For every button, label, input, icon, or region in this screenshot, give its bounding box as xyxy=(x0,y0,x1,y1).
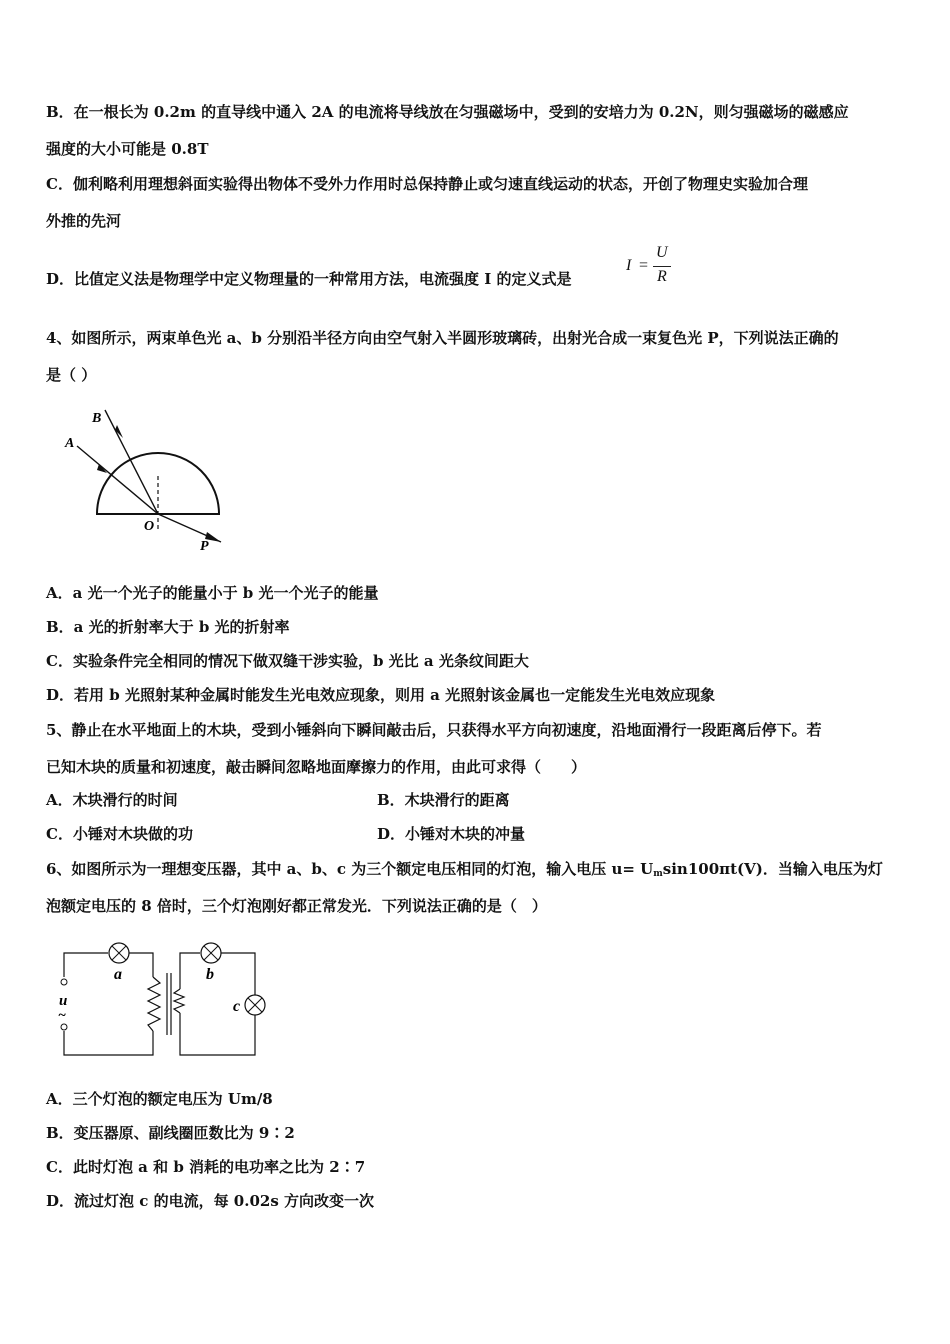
q6-stem-line2: 泡额定电压的 8 倍时，三个灯泡刚好都正常发光．下列说法正确的是（ ） xyxy=(46,897,547,915)
formula-denominator: R xyxy=(657,268,667,285)
primary-wire-bottom xyxy=(64,1031,153,1055)
q5-stem-line1: 5、静止在水平地面上的木块，受到小锤斜向下瞬间敲击后，只获得水平方向初速度，沿地面滑行一段距离后停下。若 xyxy=(46,721,822,739)
q5-stem-line2: 已知木块的质量和初速度，敲击瞬间忽略地面摩擦力的作用，由此可求得（ ） xyxy=(46,758,587,776)
q6-stem-line1 xyxy=(46,859,883,884)
q3-option-c-line1: C．伽利略利用理想斜面实验得出物体不受外力作用时总保持静止或匀速直线运动的状态，开创了物理史实验加合理 xyxy=(46,175,808,193)
q4-stem-line1: 4、如图所示，两束单色光 a、b 分别沿半径方向由空气射入半圆形玻璃砖，出射光合成一束复色光 P，下列说法正确的 xyxy=(46,329,839,347)
q6-option-b: B．变压器原、副线圈匝数比为 9∶2 xyxy=(46,1124,295,1142)
current-definition-formula xyxy=(626,244,672,290)
label-lamp-c: c xyxy=(233,998,241,1015)
q3-option-b-line1: B．在一根长为 0.2m 的直导线中通入 2A 的电流将导线放在匀强磁场中，受到的安培力为 0.2N，则匀强磁场的磁感应 xyxy=(46,103,849,121)
secondary-wire xyxy=(180,953,200,989)
q4-stem-line2: 是（ ） xyxy=(46,366,97,384)
q6-option-a: A．三个灯泡的额定电压为 Um/8 xyxy=(46,1090,273,1108)
q4-option-b: B．a 光的折射率大于 b 光的折射率 xyxy=(46,618,290,636)
semicircle-glass-figure xyxy=(55,400,240,560)
q5-option-d: D．小锤对木块的冲量 xyxy=(377,825,526,843)
q6-stem-line1-b: sin100πt(V)．当输入电压为灯 xyxy=(662,860,883,878)
q4-option-a: A．a 光一个光子的能量小于 b 光一个光子的能量 xyxy=(46,584,379,602)
ray-a xyxy=(77,446,158,514)
ray-b xyxy=(105,410,158,514)
formula-lhs: I xyxy=(626,257,632,274)
q5-option-a: A．木块滑行的时间 xyxy=(46,791,178,809)
primary-wire xyxy=(64,953,108,977)
q5-option-c: C．小锤对木块做的功 xyxy=(46,825,193,843)
label-u: u xyxy=(59,993,68,1009)
label-lamp-a: a xyxy=(114,966,122,983)
label-lamp-b: b xyxy=(206,966,214,983)
primary-wire-top-right xyxy=(129,953,153,977)
secondary-coil xyxy=(174,989,184,1013)
label-ac-tilde: ~ xyxy=(58,1008,66,1023)
label-p: P xyxy=(200,539,209,554)
q3-option-c-line2: 外推的先河 xyxy=(46,212,122,230)
label-o: O xyxy=(144,519,155,534)
label-b: B xyxy=(92,411,102,426)
q6-stem-line1-a: 6、如图所示为一理想变压器，其中 a、b、c 为三个额定电压相同的灯泡，输入电压 u= U xyxy=(46,860,654,878)
q6-stem-subscript: m xyxy=(653,869,663,879)
q6-option-c: C．此时灯泡 a 和 b 消耗的电功率之比为 2∶7 xyxy=(46,1158,366,1176)
q4-option-d: D．若用 b 光照射某种金属时能发生光电效应现象，则用 a 光照射该金属也一定能发生光电效应现象 xyxy=(46,686,716,704)
formula-fraction-bar xyxy=(653,266,671,267)
q3-option-d: D．比值定义法是物理学中定义物理量的一种常用方法，电流强度 I 的定义式是 xyxy=(46,270,572,288)
input-terminal-top xyxy=(61,979,67,985)
q5-option-b: B．木块滑行的距离 xyxy=(377,791,510,809)
input-terminal-bottom xyxy=(61,1024,67,1030)
q6-option-d: D．流过灯泡 c 的电流，每 0.02s 方向改变一次 xyxy=(46,1192,375,1210)
ray-a-arrow xyxy=(97,464,107,473)
formula-equals: = xyxy=(639,257,649,274)
label-a: A xyxy=(65,436,75,451)
q4-option-c: C．实验条件完全相同的情况下做双缝干涉实验，b 光比 a 光条纹间距大 xyxy=(46,652,529,670)
q3-option-b-line2: 强度的大小可能是 0.8T xyxy=(46,140,209,158)
secondary-wire-right xyxy=(221,953,255,995)
primary-coil xyxy=(148,977,160,1031)
secondary-wire-bottom xyxy=(180,1013,255,1055)
formula-numerator: U xyxy=(656,244,668,261)
transformer-circuit-figure xyxy=(52,935,272,1065)
